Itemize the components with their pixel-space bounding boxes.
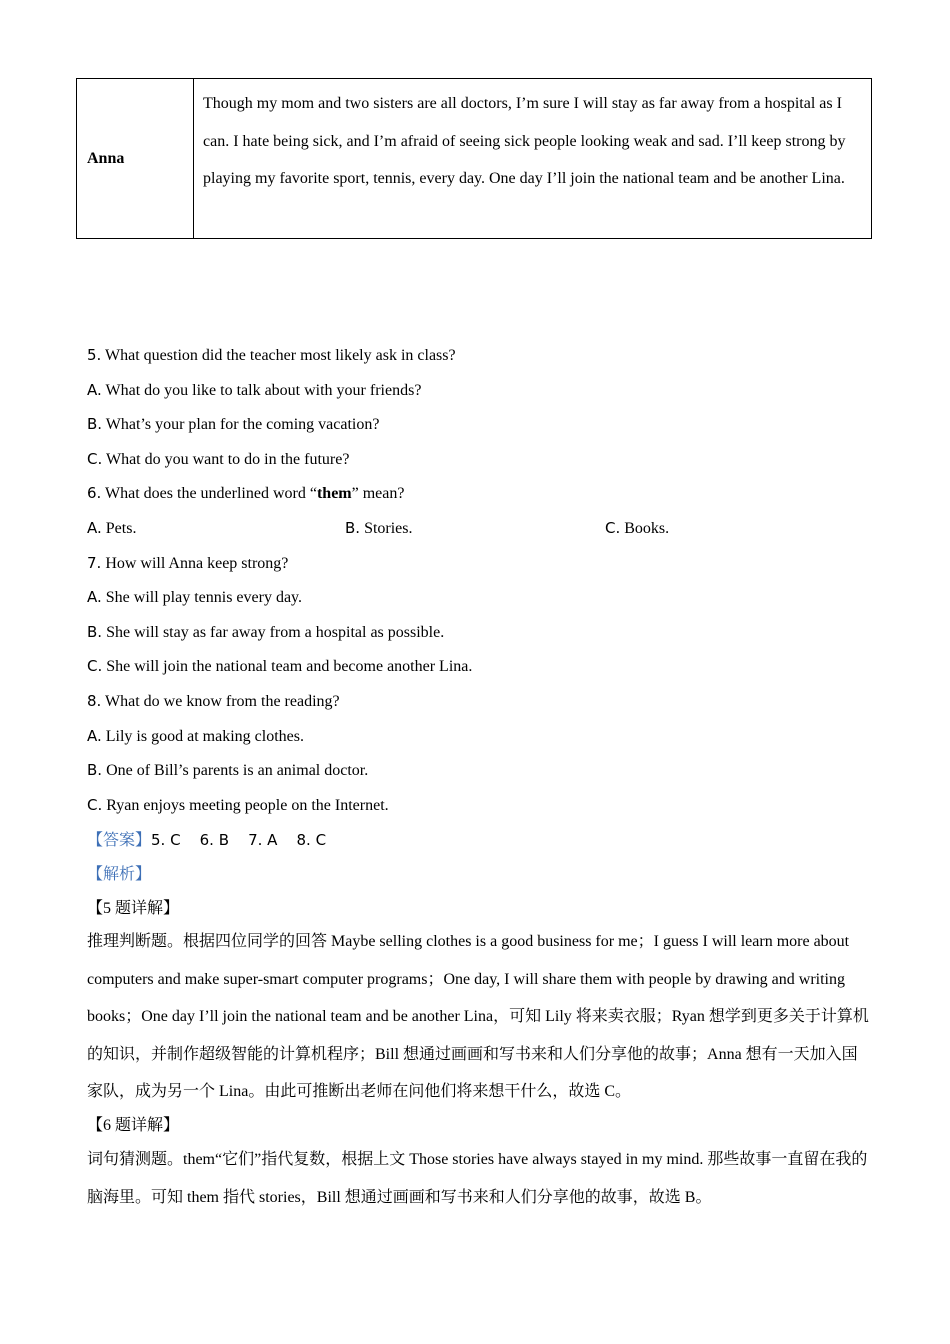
q6-option-a: A. Pets. (87, 519, 137, 537)
q6-option-b: B. Stories. (345, 519, 413, 537)
q7-option-c: C. She will join the national team and become another Lina. (87, 657, 473, 675)
student-text: Though my mom and two sisters are all doctors, I’m sure I will stay as far away from a hospital as I can. I hate being sick, and I’m afraid of seeing sick people looking weak and sad. I’ll keep strong by playing my favorite sport, tennis, every day. One day I’ll join the national team and be another Lina. (203, 95, 846, 187)
detail-5-text: 推理判断题。根据四位同学的回答 Maybe selling clothes is a good business for me；I guess I will learn more about computers and make super-smart computer programs；One day, I will share them with people by drawing and writing books；One day I’ll join the national team and be another Lina，可知 Lily 将来卖衣服；Ryan 想学到更多关于计算机的知识，并制作超级智能的计算机程序；Bill 想通过画画和写书来和人们分享他的故事；Anna 想有一天加入国家队，成为另一个 Lina。由此可推断出老师在问他们将来想干什么，故选 C。 (87, 933, 869, 1100)
q7-option-a: A. She will play tennis every day. (87, 588, 303, 606)
q7-option-b: B. She will stay as far away from a hospital as possible. (87, 623, 445, 641)
detail-6-heading: 【6 题详解】 (87, 1117, 180, 1134)
detail-6-text: 词句猜测题。them“它们”指代复数，根据上文 Those stories have always stayed in my mind. 那些故事一直留在我的脑海里。可知 them 指代 stories，Bill 想通过画画和写书来和人们分享他的故事，故选 B。 (87, 1151, 868, 1206)
q8-option-b: B. One of Bill’s parents is an animal doctor. (87, 761, 369, 779)
answer-line (87, 830, 326, 851)
analysis-label: 【解析】 (87, 866, 152, 883)
question-7: 7. How will Anna keep strong? (87, 554, 289, 572)
q8-option-c: C. Ryan enjoys meeting people on the Internet. (87, 796, 389, 814)
q6-option-c: C. Books. (605, 519, 670, 537)
q5-option-c: C. What do you want to do in the future? (87, 450, 350, 468)
answer-label: 【答案】 (87, 832, 152, 849)
passage-table (76, 78, 872, 239)
question-6: 6. What does the underlined word “them” mean? (87, 484, 405, 502)
q8-option-a: A. Lily is good at making clothes. (87, 727, 304, 745)
q5-option-a: A. What do you like to talk about with your friends? (87, 381, 422, 399)
question-5: 5. What question did the teacher most likely ask in class? (87, 346, 456, 364)
question-8: 8. What do we know from the reading? (87, 692, 340, 710)
detail-5-heading: 【5 题详解】 (87, 900, 180, 917)
student-name: Anna (77, 79, 194, 238)
underlined-word: them (316, 485, 352, 502)
q5-option-b: B. What’s your plan for the coming vacation? (87, 415, 380, 433)
answer-value: 5. C 6. B 7. A 8. C (151, 831, 327, 849)
